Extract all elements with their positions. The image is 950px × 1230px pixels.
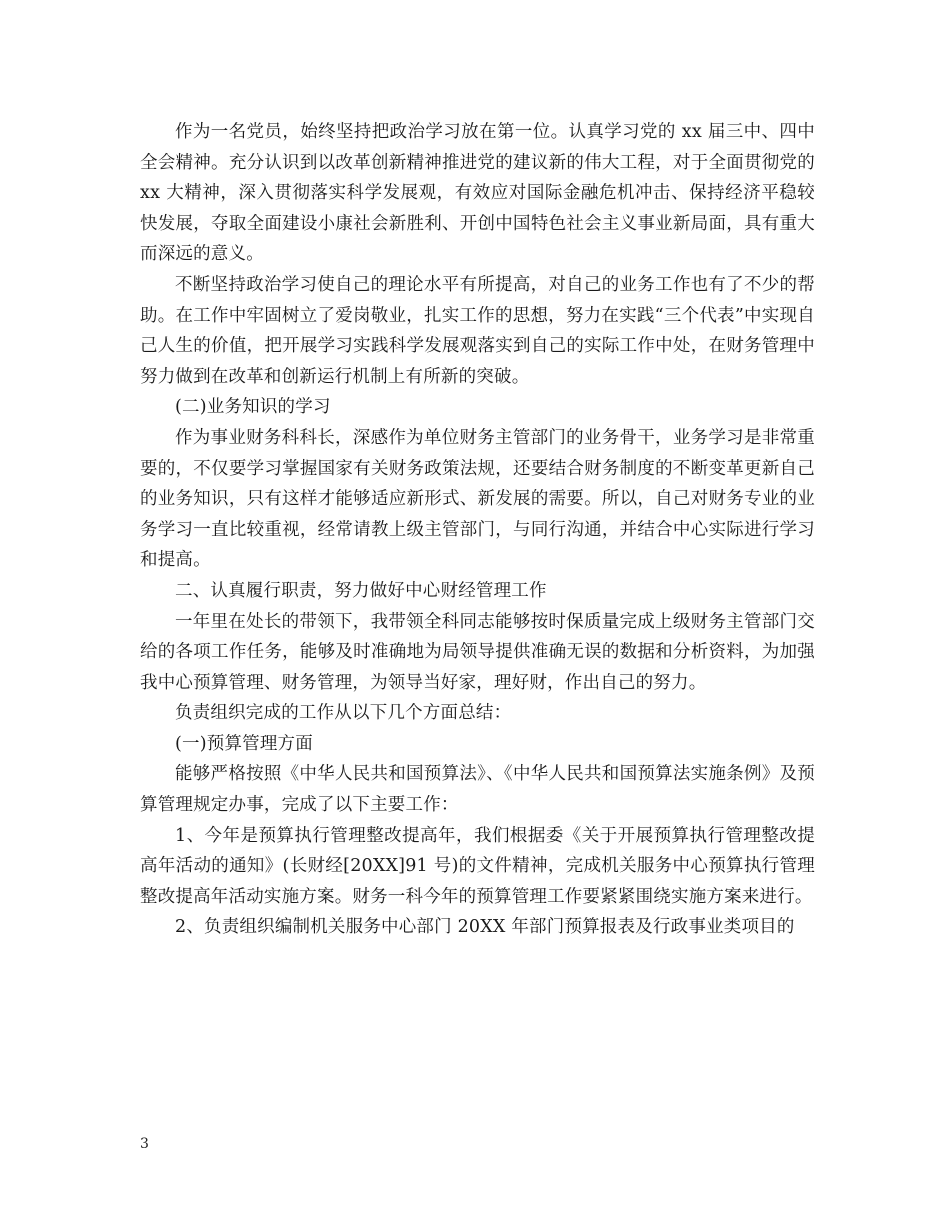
paragraph-3: 作为事业财务科科长，深感作为单位财务主管部门的业务骨干，业务学习是非常重要的，不仅要学习掌握国家有关财务政策法规，还要结合财务制度的不断变革更新自己的业务知识，只有这样才能够适应新形式、新发展的需要。所以，自己对财务专业的业务学习一直比较重视，经常请教上级主管部门，与同行沟通，并结合中心实际进行学习和提高。: [140, 427, 815, 571]
paragraph-7: 1、今年是预算执行管理整改提高年，我们根据委《关于开展预算执行管理整改提高年活动的通知》(长财经[20XX]91 号)的文件精神，完成机关服务中心预算执行管理整改提高年活动实施方案。财务一科今年的预算管理工作要紧紧围绕实施方案来进行。: [140, 825, 815, 907]
section-heading-business-knowledge: (二)业务知识的学习: [175, 397, 331, 418]
paragraph-6: 能够严格按照《中华人民共和国预算法》、《中华人民共和国预算法实施条例》及预算管理规定办事，完成了以下主要工作：: [140, 764, 815, 816]
section-heading-budget: (一)预算管理方面: [175, 733, 313, 754]
section-heading-duties: 二、认真履行职责，努力做好中心财经管理工作: [175, 580, 547, 601]
paragraph-4: 一年里在处长的带领下，我带领全科同志能够按时保质量完成上级财务主管部门交给的各项工作任务，能够及时准确地为局领导提供准确无误的数据和分析资料，为加强我中心预算管理、财务管理，为领导当好家，理好财，作出自己的努力。: [140, 611, 815, 693]
paragraph-1: 作为一名党员，始终坚持把政治学习放在第一位。认真学习党的 xx 届三中、四中全会精神。充分认识到以改革创新精神推进党的建议新的伟大工程，对于全面贯彻党的 xx 大精神，深入贯彻落实科学发展观，有效应对国际金融危机冲击、保持经济平稳较快发展，夺取全面建设小康社会新胜利、开创中国特色社会主义事业新局面，具有重大而深远的意义。: [140, 122, 815, 265]
document-body: [140, 117, 815, 943]
paragraph-5: 负责组织完成的工作从以下几个方面总结：: [175, 703, 512, 724]
page-number: 3: [140, 1136, 149, 1152]
paragraph-2: 不断坚持政治学习使自己的理论水平有所提高，对自己的业务工作也有了不少的帮助。在工作中牢固树立了爱岗敬业，扎实工作的思想，努力在实践“三个代表”中实现自己人生的价值，把开展学习实践科学发展观落实到自己的实际工作中处，在财务管理中努力做到在改革和创新运行机制上有所新的突破。: [140, 274, 815, 387]
paragraph-8: 2、负责组织编制机关服务中心部门 20XX 年部门预算报表及行政事业类项目的: [175, 917, 795, 938]
